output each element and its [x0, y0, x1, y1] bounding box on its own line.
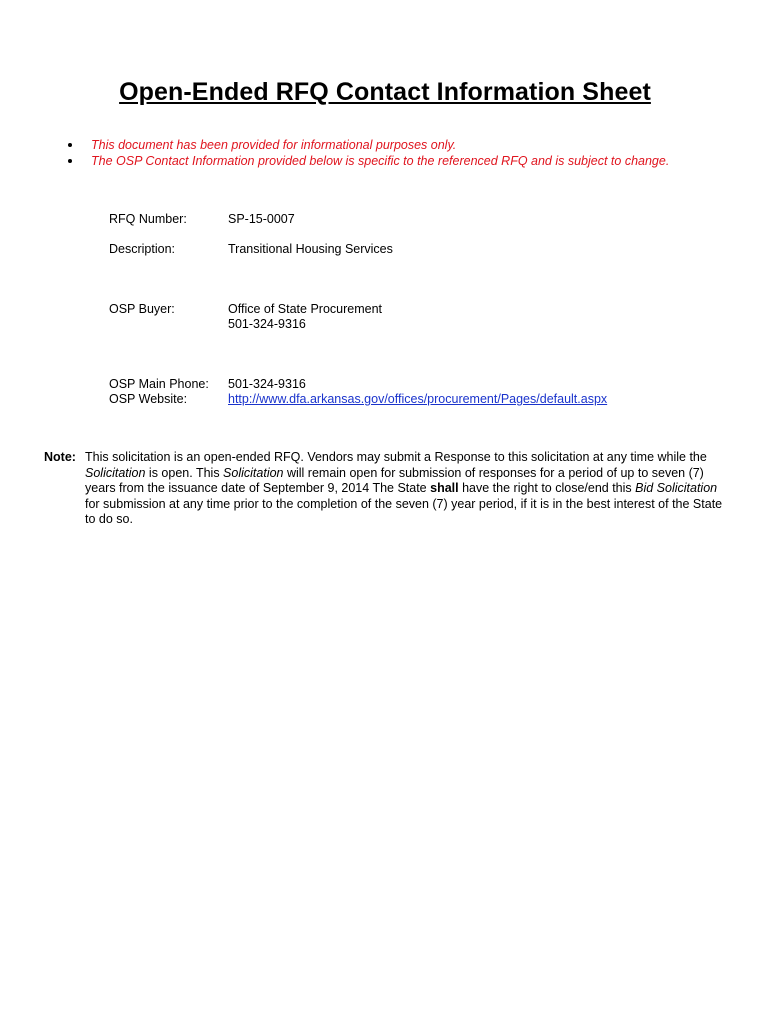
- description-value: Transitional Housing Services: [228, 242, 393, 256]
- note-emphasis: Solicitation: [85, 465, 146, 480]
- disclaimer-list: [60, 137, 669, 169]
- rfq-number-label: RFQ Number:: [109, 212, 187, 226]
- page-title: Open-Ended RFQ Contact Information Sheet: [119, 78, 651, 106]
- note-text: for submission at any time prior to the completion of the seven (7) year period, if it is in the best interest of the State to do so.: [85, 496, 723, 526]
- disclaimer-item: [60, 137, 669, 153]
- osp-main-phone-value: 501-324-9316: [228, 377, 306, 391]
- note-text: have the right to close/end this: [458, 481, 636, 495]
- disclaimer-item: [60, 153, 669, 169]
- osp-buyer-name: Office of State Procurement: [228, 302, 383, 316]
- note-text: This solicitation is an open-ended RFQ. Vendors may submit a Response to this solicitation at any time while the: [85, 450, 707, 464]
- bullet-dot-icon: [68, 143, 72, 147]
- note-emphasis: Bid Solicitation: [635, 481, 718, 495]
- note-text: is open. This: [145, 465, 224, 480]
- osp-main-phone-label: OSP Main Phone:: [109, 377, 209, 391]
- disclaimer-text: The OSP Contact Information provided below is specific to the referenced RFQ and is subject to change.: [91, 154, 670, 168]
- osp-buyer-phone: 501-324-9316: [228, 317, 306, 331]
- note-label: Note:: [44, 450, 76, 464]
- description-label: Description:: [109, 242, 175, 256]
- note-paragraph: [44, 450, 734, 528]
- disclaimer-text: This document has been provided for informational purposes only.: [91, 138, 457, 152]
- note-text: will remain open for submission of responses for a period of up to seven (7) years from the issuance date of September 9, 2014 The State: [85, 465, 704, 495]
- rfq-number-value: SP-15-0007: [228, 212, 295, 226]
- note-body: [85, 450, 734, 528]
- osp-website-label: OSP Website:: [109, 392, 188, 406]
- note-strong: shall: [430, 481, 459, 495]
- osp-buyer-label: OSP Buyer:: [109, 302, 175, 316]
- bullet-dot-icon: [68, 159, 72, 163]
- osp-website-link[interactable]: http://www.dfa.arkansas.gov/offices/procurement/Pages/default.aspx: [228, 392, 608, 406]
- note-emphasis: Solicitation: [223, 465, 284, 480]
